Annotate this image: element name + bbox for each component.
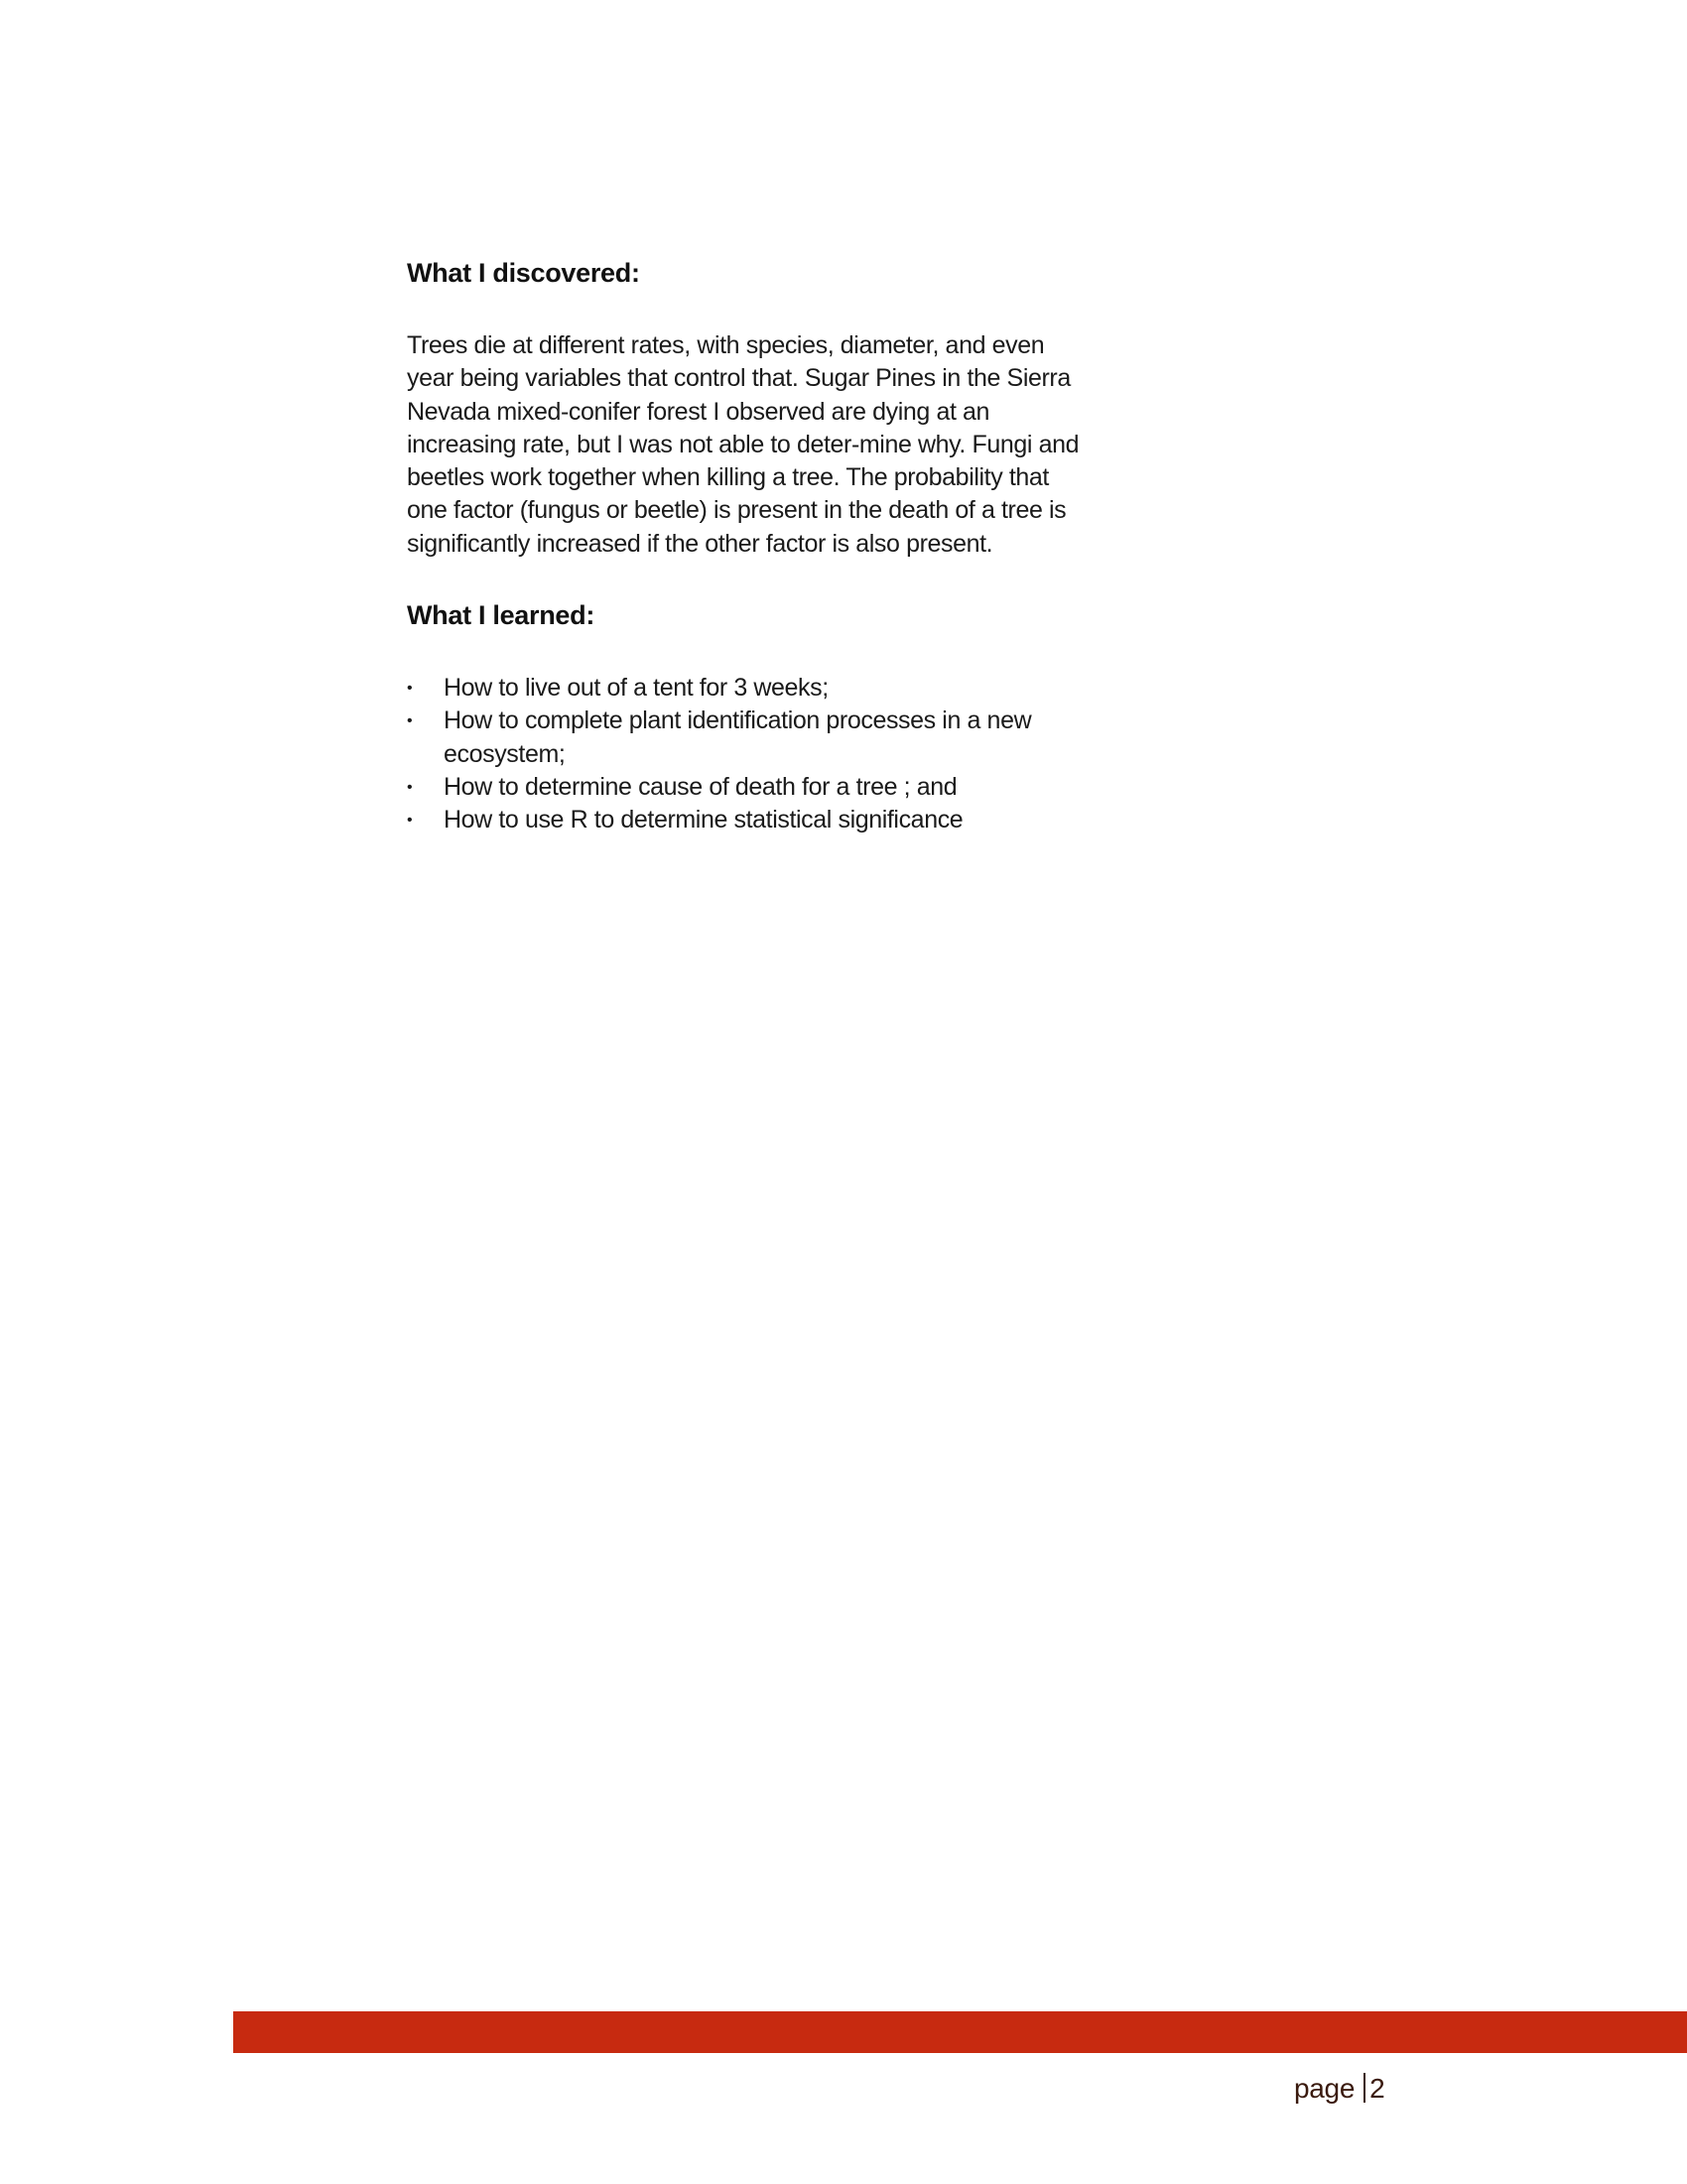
- page-separator: [1363, 2073, 1365, 2103]
- bullet-icon: •: [407, 680, 413, 698]
- bullet-icon: •: [407, 712, 413, 730]
- discovered-heading: What I discovered:: [407, 258, 640, 288]
- list-item-text: How to live out of a tent for 3 weeks;: [444, 674, 829, 703]
- page-content: [407, 256, 1082, 837]
- list-item: [407, 705, 1079, 771]
- list-item-text: How to use R to determine statistical significance: [444, 806, 964, 835]
- bullet-icon: •: [407, 778, 413, 796]
- learned-list: [407, 672, 1082, 836]
- discovered-paragraph: Trees die at different rates, with species, diameter, and even year being variables that control that. Sugar Pines in the Sierra Nevada mixed-conifer forest I observed are dying at an increasing rate, but I was not able to deter-mine why. Fungi and beetles work together when killing a tree. The probability that one factor (fungus or beetle) is present in the death of a tree is significantly increased if the other factor is also present.: [407, 331, 1080, 558]
- list-item-text: How to determine cause of death for a tree ; and: [444, 772, 958, 801]
- page-number: [1294, 2072, 1384, 2106]
- page-number-value: 2: [1369, 2073, 1385, 2104]
- list-item: [407, 804, 1079, 836]
- page-label: page: [1294, 2073, 1356, 2104]
- list-item: [407, 672, 1079, 705]
- list-item: [407, 771, 1079, 804]
- bullet-icon: •: [407, 812, 413, 830]
- list-item-text: How to complete plant identification processes in a new ecosystem;: [444, 707, 1032, 768]
- footer-bar: [233, 2011, 1687, 2053]
- learned-heading: What I learned:: [407, 600, 595, 631]
